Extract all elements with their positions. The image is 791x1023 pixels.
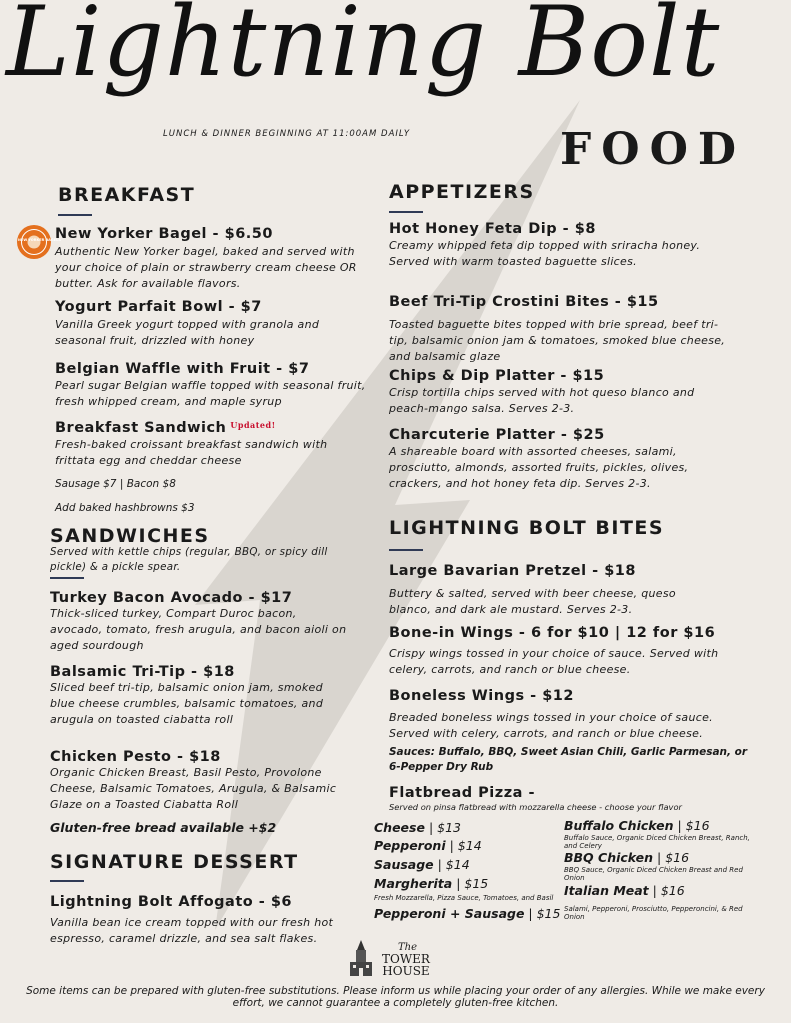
logo-line1: TOWER xyxy=(382,952,430,966)
item-turkey-bacon-avocado: Turkey Bacon Avocado - $17 xyxy=(50,590,293,606)
flatbread-italian-meat xyxy=(564,883,685,898)
flavor-detail: Fresh Mozzarella, Pizza Sauce, Tomatoes, and Basil xyxy=(374,894,554,902)
sandwiches-heading: SANDWICHES xyxy=(50,525,210,547)
flatbread-pepperoni-sausage xyxy=(374,906,560,921)
flavor-name: Pepperoni xyxy=(374,838,446,853)
logo-wordmark xyxy=(380,953,432,977)
item-desc: Toasted baguette bites topped with brie spread, beef tri-tip, balsamic onion jam & tomatoes, smoked blue cheese, and balsamic glaze xyxy=(389,318,726,363)
item-desc: Crisp tortilla chips served with hot queso blanco and peach-mango salsa. Serves 2-3. xyxy=(389,386,695,415)
item-desc: Organic Chicken Breast, Basil Pesto, Provolone Cheese, Balsamic Tomatoes, Arugula, & Balsamic Glaze on a Toasted Ciabatta Roll xyxy=(50,766,337,811)
item-desc: Vanilla bean ice cream topped with our fresh hot espresso, caramel drizzle, and sea salt flakes. xyxy=(50,916,334,945)
logo-the: The xyxy=(398,942,418,953)
item-chicken-pesto: Chicken Pesto - $18 xyxy=(50,749,221,765)
flavor-name: Sausage xyxy=(374,857,434,872)
appetizers-heading: APPETIZERS xyxy=(389,181,535,203)
item-bone-in-wings: Bone-in Wings - 6 for $10 | 12 for $16 xyxy=(389,625,716,641)
item-yogurt-parfait: Yogurt Parfait Bowl - $7 xyxy=(55,299,262,315)
item-affogato: Lightning Bolt Affogato - $6 xyxy=(50,894,292,910)
flavor-price: | $16 xyxy=(652,883,685,898)
item-chips-dip: Chips & Dip Platter - $15 xyxy=(389,368,605,384)
item-desc: Sliced beef tri-tip, balsamic onion jam, smoked blue cheese crumbles, balsamic tomatoes, and arugula on toasted ciabatta roll xyxy=(50,681,324,726)
item-desc: Thick-sliced turkey, Compart Duroc bacon, avocado, tomato, fresh arugula, and bacon aioli on aged sourdough xyxy=(50,607,347,652)
item-boneless-wings: Boneless Wings - $12 xyxy=(389,688,574,704)
flavor-price: | $14 xyxy=(437,857,470,872)
flavor-detail: Buffalo Sauce, Organic Diced Chicken Breast, Ranch, and Celery xyxy=(564,834,750,850)
bagel-badge-text: NEW YORKER BAGELS xyxy=(18,238,61,242)
tower-house-logo-icon xyxy=(346,938,376,978)
allergy-footer: Some items can be prepared with gluten-free substitutions. Please inform us while placing your order of any allergies. While we make every effort, we cannot guarantee a completely gluten-free kitchen. xyxy=(26,985,765,1009)
appetizers-rule xyxy=(389,211,423,213)
flavor-name: Buffalo Chicken xyxy=(564,818,674,833)
item-desc: Authentic New Yorker bagel, baked and served with your choice of plain or strawberry cream cheese OR butter. Ask for available flavors. xyxy=(55,245,357,290)
item-desc: Pearl sugar Belgian waffle topped with seasonal fruit, fresh whipped cream, and maple syrup xyxy=(55,379,366,408)
item-desc: Vanilla Greek yogurt topped with granola and seasonal fruit, drizzled with honey xyxy=(55,318,320,347)
flatbread-sausage xyxy=(374,857,470,872)
item-desc: Crispy wings tossed in your choice of sauce. Served with celery, carrots, and ranch or blue cheese. xyxy=(389,647,719,676)
flavor-price: | $13 xyxy=(428,820,461,835)
gluten-free-note: Gluten-free bread available +$2 xyxy=(50,820,277,835)
flatbread-cheese xyxy=(374,820,461,835)
item-breakfast-sandwich xyxy=(55,420,276,436)
item-bavarian-pretzel: Large Bavarian Pretzel - $18 xyxy=(389,563,636,579)
flavor-price: | $16 xyxy=(677,818,710,833)
flatbread-bbq-chicken xyxy=(564,850,689,865)
updated-badge: Updated! xyxy=(230,420,276,430)
item-hot-honey-feta-dip: Hot Honey Feta Dip - $8 xyxy=(389,221,596,237)
flatbread-heading: Flatbread Pizza - xyxy=(389,785,535,801)
flavor-price: | $15 xyxy=(456,876,489,891)
flavor-detail: BBQ Sauce, Organic Diced Chicken Breast and Red Onion xyxy=(564,866,743,882)
flatbread-pepperoni xyxy=(374,838,482,853)
item-desc: A shareable board with assorted cheeses, salami, prosciutto, almonds, assorted fruits, pickles, olives, crackers, and hot honey feta dip. Serves 2-3. xyxy=(389,445,689,490)
flavor-name: Cheese xyxy=(374,820,425,835)
flavor-name: Margherita xyxy=(374,876,453,891)
food-heading: FOOD xyxy=(560,124,747,175)
logo-line2: HOUSE xyxy=(382,964,430,978)
flavor-price: | $15 xyxy=(528,906,561,921)
dessert-heading: SIGNATURE DESSERT xyxy=(50,851,299,873)
bites-rule xyxy=(389,549,423,551)
flavor-price: | $14 xyxy=(449,838,482,853)
flavor-name: Pepperoni + Sausage xyxy=(374,906,525,921)
sandwich-prices: Sausage $7 | Bacon $8 xyxy=(55,478,176,490)
flatbread-note: Served on pinsa flatbread with mozzarella cheese - choose your flavor xyxy=(389,802,682,812)
flavor-detail: Salami, Pepperoni, Prosciutto, Pepperoncini, & Red Onion xyxy=(564,905,743,921)
item-belgian-waffle: Belgian Waffle with Fruit - $7 xyxy=(55,361,310,377)
flavor-price: | $16 xyxy=(657,850,690,865)
flatbread-buffalo-chicken xyxy=(564,818,710,833)
sandwiches-note: Served with kettle chips (regular, BBQ, or spicy dill pickle) & a pickle spear. xyxy=(50,546,328,573)
sauces-list: Sauces: Buffalo, BBQ, Sweet Asian Chili, Garlic Parmesan, or 6-Pepper Dry Rub xyxy=(389,746,748,773)
item-desc: Fresh-baked croissant breakfast sandwich with frittata egg and cheddar cheese xyxy=(55,438,328,467)
item-crostini-bites: Beef Tri-Tip Crostini Bites - $15 xyxy=(389,294,659,310)
hashbrowns-addon: Add baked hashbrowns $3 xyxy=(55,502,195,514)
menu-title: Lightning Bolt xyxy=(6,0,721,98)
flavor-name: Italian Meat xyxy=(564,883,649,898)
breakfast-heading: BREAKFAST xyxy=(58,184,196,206)
menu-subtitle: LUNCH & DINNER BEGINNING AT 11:00AM DAILY xyxy=(163,129,411,139)
item-name: Breakfast Sandwich xyxy=(55,420,227,436)
dessert-rule xyxy=(50,880,84,882)
breakfast-rule xyxy=(58,214,92,216)
flatbread-margherita xyxy=(374,876,488,891)
item-charcuterie: Charcuterie Platter - $25 xyxy=(389,427,605,443)
bites-heading: LIGHTNING BOLT BITES xyxy=(389,517,665,539)
sandwiches-rule xyxy=(50,577,84,579)
item-desc: Breaded boneless wings tossed in your choice of sauce. Served with celery, carrots, and ranch or blue cheese. xyxy=(389,711,713,740)
item-desc: Buttery & salted, served with beer cheese, queso blanco, and dark ale mustard. Serves 2-3. xyxy=(389,587,676,616)
bagel-badge-icon xyxy=(16,224,61,260)
item-desc: Creamy whipped feta dip topped with sriracha honey. Served with warm toasted baguette slices. xyxy=(389,239,701,268)
item-balsamic-tri-tip: Balsamic Tri-Tip - $18 xyxy=(50,664,235,680)
flavor-name: BBQ Chicken xyxy=(564,850,654,865)
item-new-yorker-bagel: New Yorker Bagel - $6.50 xyxy=(55,226,273,242)
